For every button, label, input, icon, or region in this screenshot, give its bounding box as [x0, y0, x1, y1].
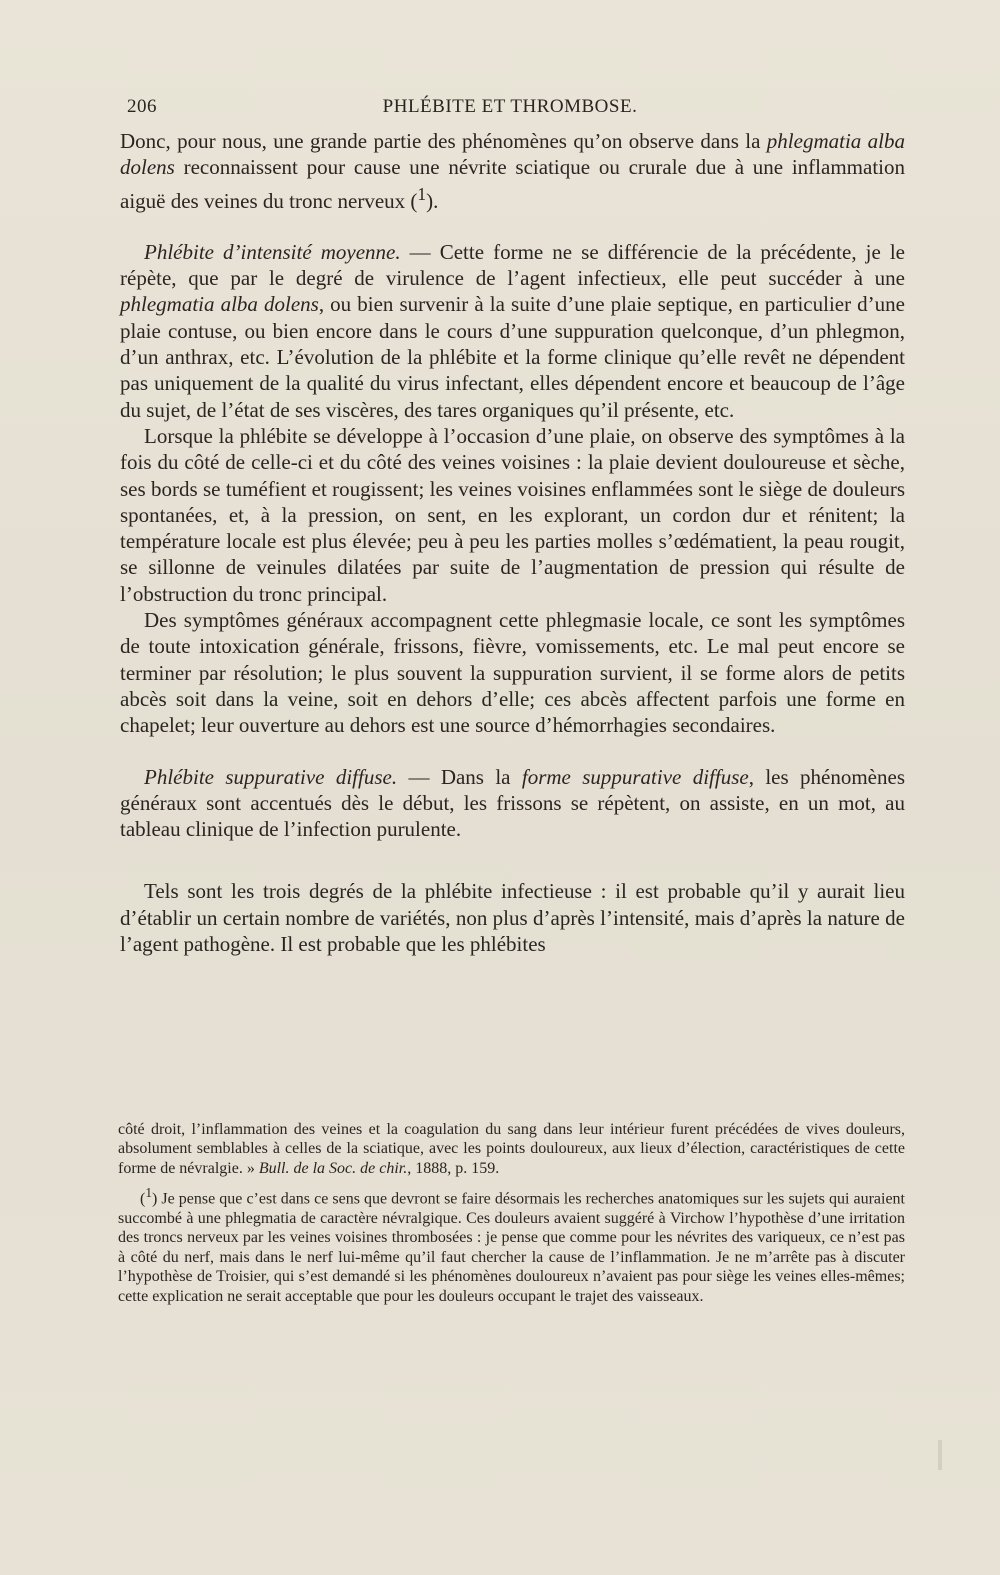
section-heading: Phlébite suppurative diffuse. [144, 764, 398, 789]
italic-term: phlegmatia alba dolens [120, 292, 319, 317]
footnote-number: 1 [145, 1185, 152, 1201]
text-run: reconnaissent pour cause une névrite sciatique ou crurale due à une inflammation aiguë des veines du tronc nerveux ( [120, 155, 905, 213]
footnote: ($^1$) Je pense que c’est dans ce sens que devront se faire désormais les recherches anatomiques sur les sujets qui auraient succombé à une phlegmatia de caractère névralgique. Ces douleurs avaient suggéré à Virchow l’hypothèse d’une irritation des troncs nerveux par les veines voisines thrombosées : je pense que comme pour les névrites des variqueux, ce n’est pas à côté du nerf, mais dans le nerf lui-même qu’il faut chercher la cause de l’inflammation. Je ne m’arrête pas à discuter l’hypothèse de Troisier, qui s’est demandé si les phénomènes douloureux n’avaient pas pour siège les veines elles-mêmes; cette explication ne serait acceptable que pour les douleurs occupant le trajet des vaisseaux. [118, 1185, 905, 1305]
paragraph [120, 128, 905, 214]
italic-term: phlegmatia alba dolens [120, 129, 905, 180]
page-number: 206 [127, 96, 157, 117]
paragraph: Des symptômes généraux accompagnent cette phlegmasie locale, ce sont les symptômes de toute intoxication générale, frissons, fièvre, vomissements, etc. Le mal peut encore se terminer par résolution; le plus souvent la suppuration survient, il se forme alors de petits abcès soit dans la veine, soit en dehors d’elle; ces abcès affectent parfois une forme en chapelet; leur ouverture au dehors est une source d’hémorrhagies secondaires. [120, 608, 905, 738]
footnote-continuation [118, 1120, 905, 1178]
paragraph: Lorsque la phlébite se développe à l’occasion d’une plaie, on observe des symptômes à la fois du côté de celle-ci et du côté des veines voisines : la plaie devient douloureuse et sèche, ses bords se tuméfient et rougissent; les veines voisines enflammées sont le siège de douleurs spontanées, et, à la pression, on sent, en les explorant, un cordon dur et rénitent; la température locale est plus élevée; peu à peu les parties molles s’œdématient, la peau rougit, se sillonne de veinules dilatées par suite de l’augmentation de pression qui résulte de l’obstruction du tronc principal. [120, 423, 905, 606]
paper-mark [938, 1440, 942, 1470]
text-run: — Dans la [397, 764, 522, 789]
text-run: , ou bien survenir à la suite d’une plaie septique, en particulier d’une plaie contuse, ou bien encore dans le cours d’une suppuration quelconque, d’un phlegmon, d’un anthrax, etc. L’évolution de la phlébite et la forme clinique qu’elle revêt ne dépendent pas uniquement de la qualité du virus infectant, elles dépendent encore et beaucoup de l’âge du sujet, de l’état de ses viscères, des tares organiques qu’il présente, etc. [120, 292, 905, 422]
text-run: Donc, pour nous, une grande partie des phénomènes qu’on observe dans la [120, 129, 767, 153]
paragraph: Tels sont les trois degrés de la phlébite infectieuse : il est probable qu’il y aurait lieu d’établir un certain nombre de variétés, non plus d’après l’intensité, mais d’après la nature de l’agent pathogène. Il est probable que les phlébites [120, 879, 905, 957]
running-title: PHLÉBITE ET THROMBOSE. [382, 96, 638, 117]
text-run: Je pense que c’est dans ce sens que devront se faire désormais les recherches anatomiques sur les sujets qui auraient succombé à une phlegmatia de caractère névralgique. Ces douleurs avaient suggéré à Virchow l’hypothèse d’une irritation des troncs nerveux par les veines voisines thrombosées : je pense que comme pour les névrites des variqueux, ce n’est pas à côté du nerf, mais dans le nerf lui-même qu’il faut chercher la cause de l’inflammation. Je ne m’arrête pas à discuter l’hypothèse de Troisier, qui s’est demandé si les phénomènes douloureux n’avaient pas pour siège les veines elles-mêmes; cette explication ne serait acceptable que pour les douleurs occupant le trajet des vaisseaux. [118, 1190, 905, 1305]
footnotes [118, 1120, 905, 1306]
paragraph [120, 764, 905, 843]
section-heading: Phlébite d’intensité moyenne. [144, 239, 401, 264]
text-run: , 1888, p. 159. [407, 1159, 500, 1177]
paragraph [120, 239, 905, 423]
footnote-ref: 1 [417, 183, 427, 204]
italic-citation: Bull. de la Soc. de chir. [258, 1159, 408, 1177]
text-run: ). [426, 188, 439, 213]
text-run: , les phénomènes généraux sont accentués dès le début, les frissons se répètent, on assiste, en un mot, au tableau clinique de l’infection purulente. [120, 764, 905, 842]
main-text [120, 128, 905, 957]
text-run: — Cette forme ne se différencie de la précédente, je le répète, que par le degré de virulence de l’agent infectieux, elle peut succéder à une [120, 239, 905, 291]
italic-term: forme suppurative diffuse [521, 764, 749, 789]
page-header [125, 96, 895, 126]
text-run: côté droit, l’inflammation des veines et la coagulation du sang dans leur intérieur furent précédées de vives douleurs, absolument semblables à celles de la sciatique, avec les points douloureux, aux lieux d’élection, caractéristiques de cette forme de névralgie. » [118, 1121, 905, 1177]
